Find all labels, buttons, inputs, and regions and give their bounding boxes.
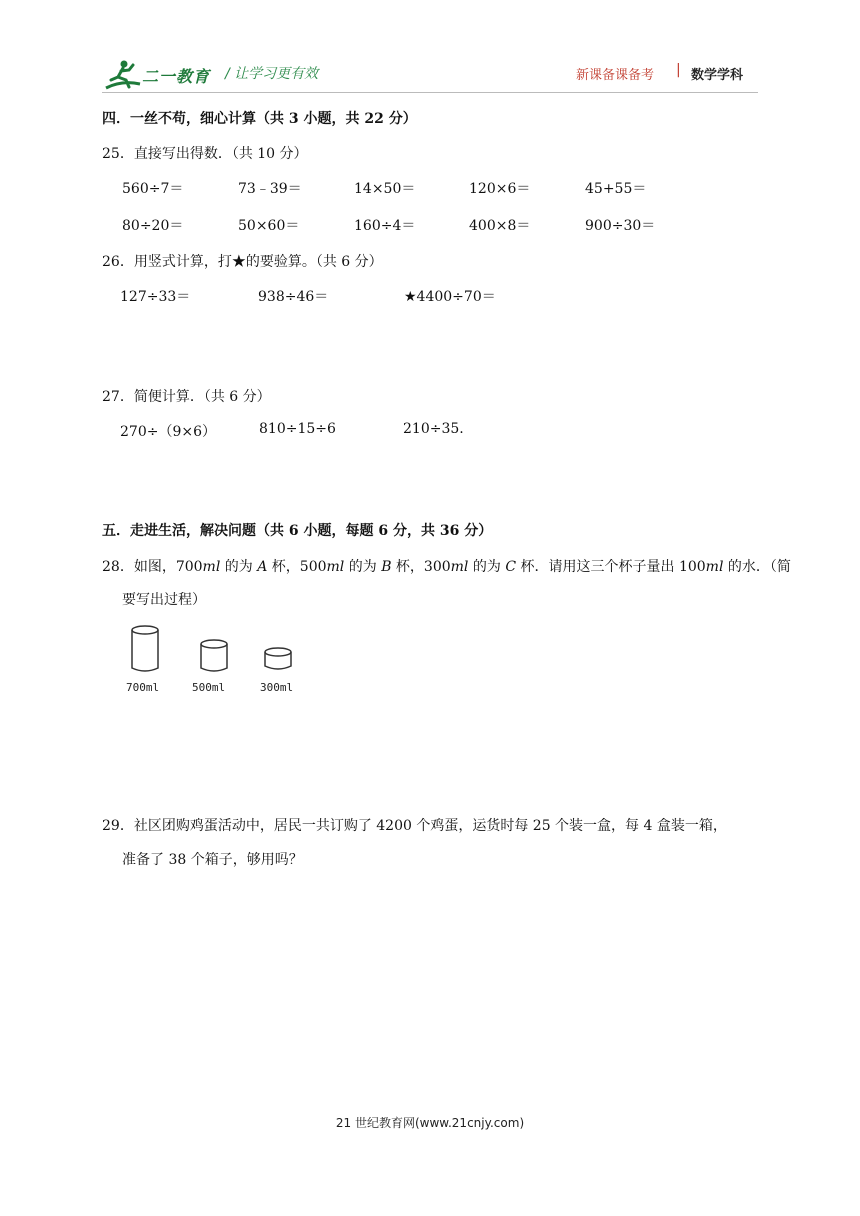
q29-line-1: 29．社区团购鸡蛋活动中，居民一共订购了 4200 个鸡蛋，运货时每 25 个装一盒，每 4 盒装一箱， <box>102 818 727 834</box>
cup-c-icon <box>265 648 291 669</box>
q27-prompt: 27．简便计算．（共 6 分） <box>102 389 271 405</box>
q25-item: 900÷30＝ <box>585 218 656 234</box>
q26-item: 127÷33＝ <box>120 289 191 305</box>
q27-item: 270÷（9×6） <box>120 424 216 440</box>
slogan: / 让学习更有效 <box>225 66 319 82</box>
q25-prompt: 25．直接写出得数．（共 10 分） <box>102 146 308 162</box>
cups-figure <box>118 620 318 700</box>
header-subject: 数学学科 <box>691 68 744 83</box>
q29-line-2: 准备了 38 个箱子，够用吗？ <box>122 852 303 868</box>
q25-item: 14×50＝ <box>354 181 416 197</box>
q25-item: 73﹣39＝ <box>238 181 302 197</box>
q26-item: 938÷46＝ <box>258 289 329 305</box>
section-5-title: 五．走进生活，解决问题（共 6 小题，每题 6 分，共 36 分） <box>102 523 493 539</box>
header-divider <box>102 92 758 93</box>
q25-item: 560÷7＝ <box>122 181 184 197</box>
header-tagline: 新课备课备考 <box>576 68 655 83</box>
cup-a-icon <box>132 626 158 671</box>
q27-item: 210÷35. <box>403 421 464 437</box>
cup-c-label: 300ml <box>260 681 294 694</box>
q25-item: 120×6＝ <box>469 181 531 197</box>
q25-item: 50×60＝ <box>238 218 300 234</box>
q25-item: 80÷20＝ <box>122 218 184 234</box>
cup-a-label: 700ml <box>126 681 160 694</box>
q25-item: 45+55＝ <box>585 181 647 197</box>
q26-item: ★4400÷70＝ <box>404 289 496 305</box>
q26-prompt: 26．用竖式计算，打★的要验算。（共 6 分） <box>102 254 383 270</box>
logo-text: 二一教育 <box>142 67 211 86</box>
header-separator: | <box>676 62 681 78</box>
cup-b-icon <box>201 640 227 671</box>
cup-b-label: 500ml <box>192 681 226 694</box>
q28-line-1: 28．如图，700ml 的为 A 杯，500ml 的为 B 杯，300ml 的为 C 杯．请用这三个杯子量出 100ml 的水．（简 <box>102 559 791 575</box>
q27-item: 810÷15÷6 <box>259 421 336 437</box>
q28-line-2: 要写出过程） <box>122 592 206 608</box>
section-4-title: 四．一丝不苟，细心计算（共 3 小题，共 22 分） <box>102 111 417 127</box>
q25-item: 160÷4＝ <box>354 218 416 234</box>
page-footer: 21 世纪教育网(www.21cnjy.com) <box>335 1116 525 1130</box>
q25-item: 400×8＝ <box>469 218 531 234</box>
